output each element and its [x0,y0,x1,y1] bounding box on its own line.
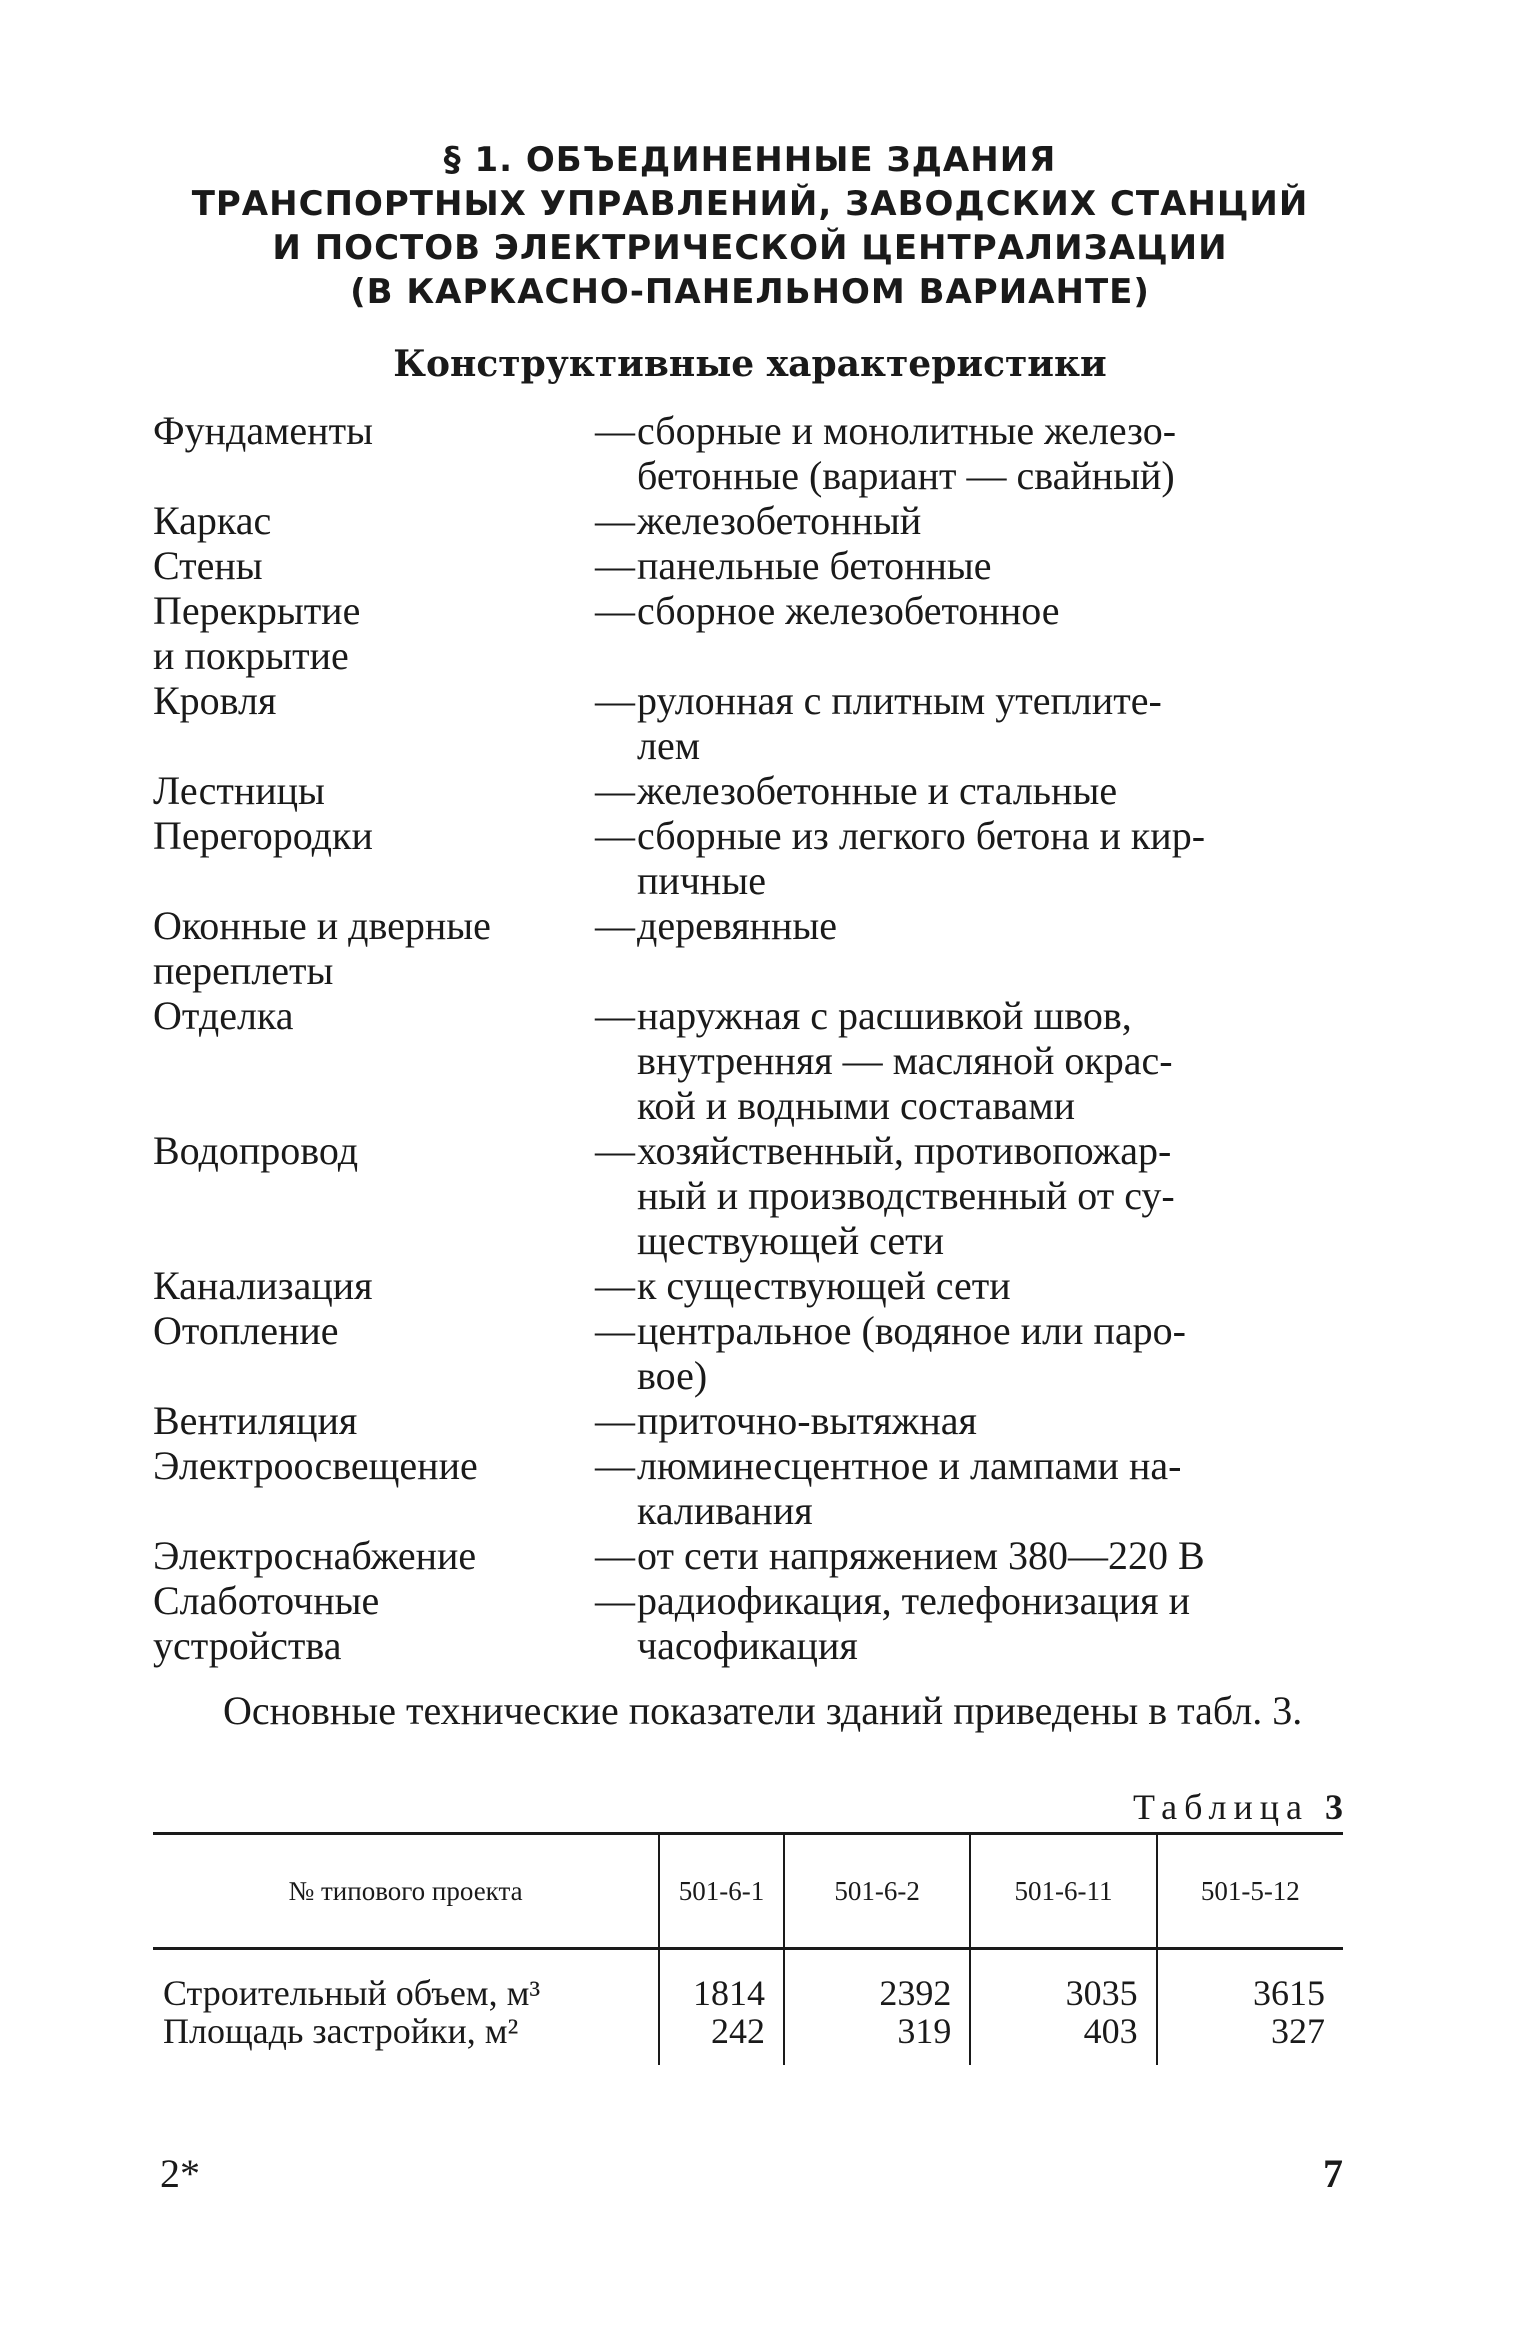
spec-dash: — [595,1263,635,1308]
spec-dash: — [595,993,635,1038]
spec-name-line: Водопровод [153,1128,359,1173]
spec-value-line: наружная с расшивкой швов, [637,993,1132,1038]
spec-value-line: внутренняя — масляной окрас- [637,1038,1173,1083]
spec-row [153,678,1343,768]
table-cell [784,1949,970,2066]
spec-value-line: сборные из легкого бетона и кир- [637,813,1206,858]
spec-name-line: Перегородки [153,813,373,858]
spec-value-line: кой и водными составами [637,1083,1076,1128]
spec-name-line: Электроснабжение [153,1533,477,1578]
spec-value-line: железобетонные и стальные [637,768,1118,813]
body-paragraph: Основные технические показатели зданий приведены в табл. 3. [223,1688,1303,1733]
spec-value-line: центральное (водяное или паро- [637,1308,1186,1353]
spec-name-line: Вентиляция [153,1398,358,1443]
spec-dash: — [595,1578,635,1623]
spec-name [153,1398,583,1443]
spec-name [153,903,583,993]
table-cell [970,1949,1156,2066]
spec-row [153,1308,1343,1398]
spec-value-line: от сети напряжением 380—220 В [637,1533,1205,1578]
cell-value: 3615 [1253,1973,1325,2013]
spec-value-line: бетонные (вариант — свайный) [637,453,1175,498]
spec-name [153,768,583,813]
spec-name-line: и покрытие [153,633,349,678]
spec-row [153,408,1343,498]
heading-line: ТРАНСПОРТНЫХ УПРАВЛЕНИЙ, ЗАВОДСКИХ СТАНЦИЙ [191,184,1309,224]
spec-name-line: Оконные и дверные [153,903,491,948]
spec-row [153,1128,1343,1263]
spec-row [153,588,1343,678]
spec-dash: — [595,543,635,588]
spec-dash: — [595,678,635,723]
spec-dash: — [595,1443,635,1488]
table-cell [659,1949,784,2066]
spec-name [153,1128,583,1263]
section-heading [150,138,1350,314]
spec-name-line: Каркас [153,498,272,543]
spec-name-line: Фундаменты [153,408,373,453]
spec-dash: — [595,1308,635,1353]
spec-row [153,1443,1343,1533]
cell-value: 242 [710,2011,765,2051]
spec-value-line: каливания [637,1488,813,1533]
spec-value-line: лем [637,723,701,768]
spec-value-line: вое) [637,1353,708,1398]
spec-value [637,1578,1343,1668]
spec-dash: — [595,813,635,858]
spec-value [637,993,1343,1128]
spec-dash: — [595,768,635,813]
cell-value: 327 [1271,2011,1325,2051]
spec-name [153,543,583,588]
table-cell [1157,1949,1343,2066]
spec-dash: — [595,1128,635,1173]
subheading: Конструктивные характеристики [393,343,1107,385]
spec-value [637,1398,1343,1443]
heading-line: (В КАРКАСНО-ПАНЕЛЬНОМ ВАРИАНТЕ) [350,272,1150,312]
spec-name-line: Канализация [153,1263,373,1308]
spec-name-line: устройства [153,1623,342,1668]
spec-row [153,1398,1343,1443]
spec-value-line: панельные бетонные [637,543,992,588]
spec-value-line: часофикация [637,1623,858,1668]
spec-value-line: сборные и монолитные железо- [637,408,1177,453]
spec-value-line: к существующей сети [637,1263,1011,1308]
spec-name-line: Перекрытие [153,588,361,633]
table-header-label: № типового проекта [153,1834,659,1949]
spec-value [637,1128,1343,1263]
spec-name [153,1263,583,1308]
spec-row [153,768,1343,813]
spec-dash: — [595,903,635,948]
spec-value-line: хозяйственный, противопожар- [637,1128,1172,1173]
spec-row [153,1263,1343,1308]
spec-value [637,1443,1343,1533]
spec-name-line: Отделка [153,993,294,1038]
spec-row [153,1578,1343,1668]
signature-mark: 2* [160,2151,200,2196]
spec-value-line: приточно-вытяжная [637,1398,977,1443]
spec-name-line: переплеты [153,948,334,993]
table-caption-number: 3 [1325,1787,1343,1827]
spec-name [153,1578,583,1668]
table-header-row [153,1834,1343,1949]
spec-value [637,1308,1343,1398]
table-row [153,1949,1343,2066]
page-number: 7 [1323,2151,1343,2196]
table-header-project: 501-6-11 [970,1834,1156,1949]
spec-row [153,543,1343,588]
spec-name-line: Лестницы [153,768,325,813]
spec-dash: — [595,408,635,453]
heading-line: И ПОСТОВ ЭЛЕКТРИЧЕСКОЙ ЦЕНТРАЛИЗАЦИИ [272,228,1228,268]
row-label: Площадь застройки, м² [163,2011,519,2051]
spec-row [153,498,1343,543]
spec-list [153,408,1343,1668]
table-caption-word: Таблица [1133,1787,1309,1827]
cell-value: 319 [897,2011,952,2051]
spec-value [637,408,1343,498]
table-row-labels [153,1949,659,2066]
table-header-project: 501-5-12 [1157,1834,1343,1949]
spec-name [153,813,583,903]
spec-value [637,768,1343,813]
spec-dash: — [595,498,635,543]
spec-dash: — [595,1398,635,1443]
spec-value [637,903,1343,993]
spec-value [637,1533,1343,1578]
spec-name [153,408,583,498]
spec-name [153,678,583,768]
spec-value [637,813,1343,903]
table-header-project: 501-6-1 [659,1834,784,1949]
spec-row [153,1533,1343,1578]
spec-name-line: Электроосвещение [153,1443,478,1488]
cell-value: 2392 [879,1973,952,2013]
indicators-table [153,1832,1343,2065]
spec-value-line: люминесцентное и лампами на- [637,1443,1182,1488]
spec-row [153,903,1343,993]
spec-value [637,678,1343,768]
spec-name [153,498,583,543]
spec-name [153,1443,583,1533]
spec-value-line: ный и производственный от су- [637,1173,1175,1218]
spec-value-line: деревянные [637,903,838,948]
spec-value [637,543,1343,588]
cell-value: 3035 [1065,1973,1138,2013]
spec-value-line: рулонная с плитным утеплите- [637,678,1162,723]
spec-value [637,1263,1343,1308]
spec-value-line: сборное железобетонное [637,588,1060,633]
spec-name-line: Кровля [153,678,277,723]
spec-name-line: Слаботочные [153,1578,380,1623]
cell-value: 1814 [692,1973,765,2013]
spec-dash: — [595,1533,635,1578]
table-caption [1133,1786,1343,1828]
table-header-project: 501-6-2 [784,1834,970,1949]
spec-name-line: Стены [153,543,263,588]
spec-value [637,498,1343,543]
spec-dash: — [595,588,635,633]
row-label: Строительный объем, м³ [163,1973,541,2013]
spec-value-line: железобетонный [637,498,922,543]
spec-value-line: радиофикация, телефонизация и [637,1578,1190,1623]
spec-name-line: Отопление [153,1308,339,1353]
spec-name [153,1533,583,1578]
spec-value-line: пичные [637,858,766,903]
spec-value [637,588,1343,678]
spec-row [153,813,1343,903]
heading-line: § 1. ОБЪЕДИНЕННЫЕ ЗДАНИЯ [443,140,1057,180]
cell-value: 403 [1083,2011,1138,2051]
spec-name [153,588,583,678]
spec-name [153,1308,583,1398]
spec-name [153,993,583,1128]
spec-row [153,993,1343,1128]
spec-value-line: ществующей сети [637,1218,945,1263]
